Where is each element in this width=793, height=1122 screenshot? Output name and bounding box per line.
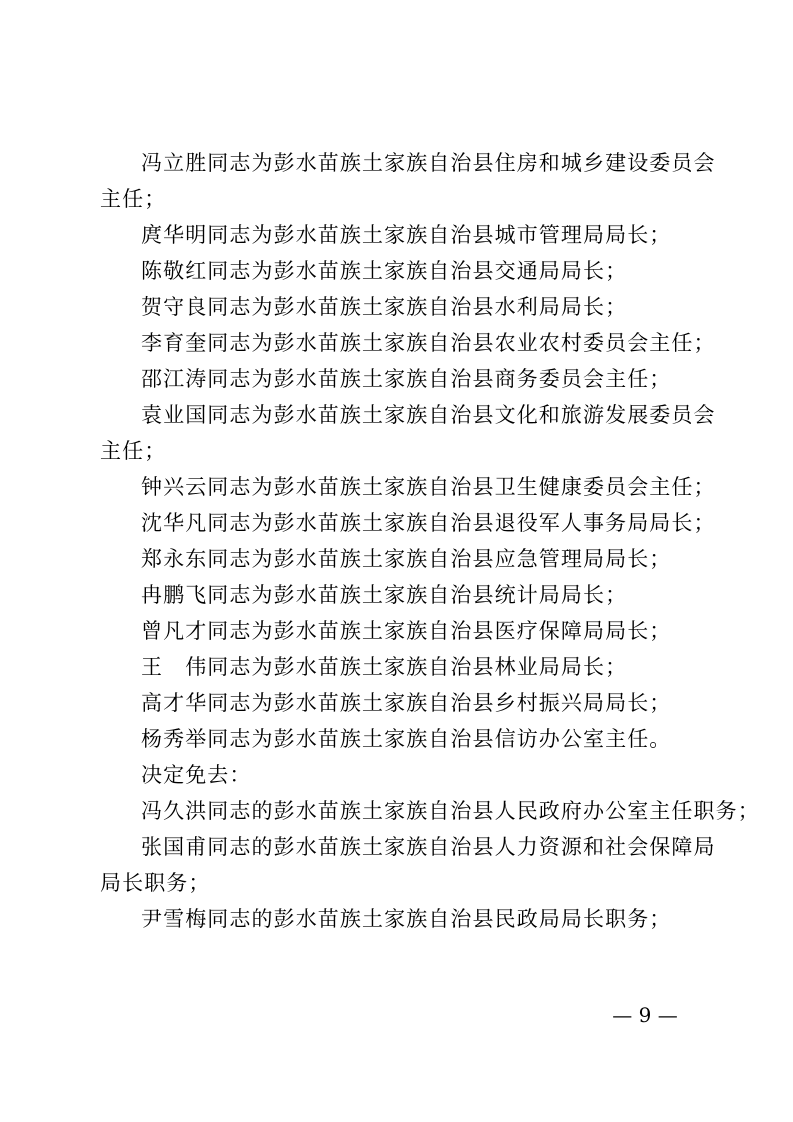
text-line: 袁业国同志为彭水苗族土家族自治县文化和旅游发展委员会: [141, 403, 716, 427]
text-line: 贺守良同志为彭水苗族土家族自治县水利局局长；: [141, 295, 628, 319]
text-line: 高才华同志为彭水苗族土家族自治县乡村振兴局局长；: [141, 691, 672, 715]
text-line: 主任；: [100, 187, 167, 211]
text-line: 局长职务；: [100, 871, 211, 895]
text-line: 钟兴云同志为彭水苗族土家族自治县卫生健康委员会主任；: [141, 475, 716, 499]
text-line: 主任；: [100, 439, 167, 463]
text-line: 决定免去：: [141, 763, 252, 787]
text-line: 冯立胜同志为彭水苗族土家族自治县住房和城乡建设委员会: [141, 151, 716, 175]
text-line: 邵江涛同志为彭水苗族土家族自治县商务委员会主任；: [141, 367, 672, 391]
text-line: 庹华明同志为彭水苗族土家族自治县城市管理局局长；: [141, 223, 672, 247]
text-line: 冉鹏飞同志为彭水苗族土家族自治县统计局局长；: [141, 583, 628, 607]
text-line: 张国甫同志的彭水苗族土家族自治县人力资源和社会保障局: [141, 835, 716, 859]
text-line: 王 伟同志为彭水苗族土家族自治县林业局局长；: [141, 655, 628, 679]
page-number: — 9 —: [612, 1003, 678, 1027]
text-line: 冯久洪同志的彭水苗族土家族自治县人民政府办公室主任职务；: [141, 799, 760, 823]
text-line: 沈华凡同志为彭水苗族土家族自治县退役军人事务局局长；: [141, 511, 716, 535]
text-line: 杨秀举同志为彭水苗族土家族自治县信访办公室主任。: [141, 727, 672, 751]
text-line: 陈敬红同志为彭水苗族土家族自治县交通局局长；: [141, 259, 628, 283]
text-line: 尹雪梅同志的彭水苗族土家族自治县民政局局长职务；: [141, 907, 672, 931]
text-line: 李育奎同志为彭水苗族土家族自治县农业农村委员会主任；: [141, 331, 716, 355]
text-line: 曾凡才同志为彭水苗族土家族自治县医疗保障局局长；: [141, 619, 672, 643]
text-line: 郑永东同志为彭水苗族土家族自治县应急管理局局长；: [141, 547, 672, 571]
